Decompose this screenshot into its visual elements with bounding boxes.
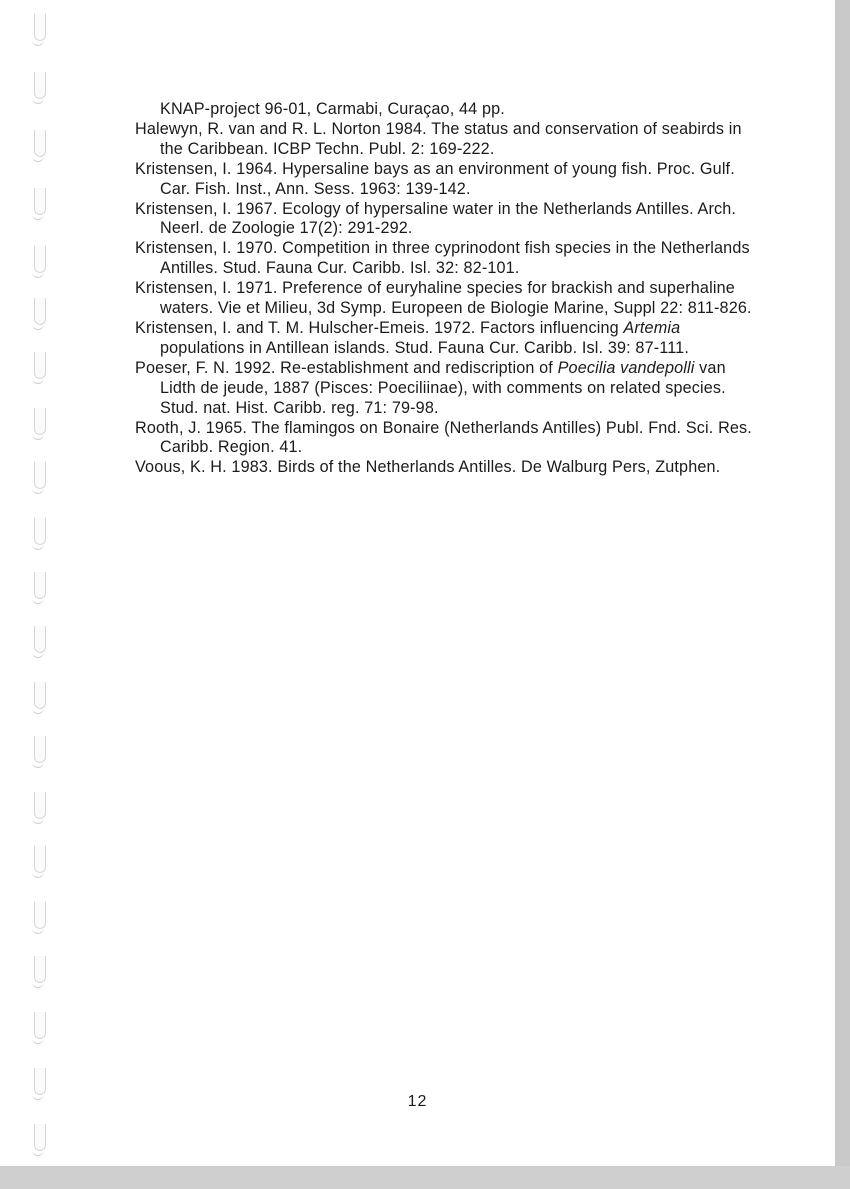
reference-entry: Kristensen, I. 1967. Ecology of hypersaline water in the Netherlands Antilles. Arch. Neerl. de Zoologie 17(2): 291-292. bbox=[135, 199, 737, 238]
binding-hole bbox=[34, 626, 46, 653]
binding-hole bbox=[34, 298, 46, 325]
binding-hole bbox=[34, 462, 46, 489]
reference-entry: Voous, K. H. 1983. Birds of the Netherlands Antilles. De Walburg Pers, Zutphen. bbox=[135, 458, 721, 477]
binding-hole bbox=[34, 1012, 46, 1039]
binding-hole bbox=[34, 956, 46, 983]
reference-entry bbox=[135, 319, 765, 359]
page-number: 12 bbox=[407, 1093, 428, 1110]
reference-entry: Kristensen, I. 1964. Hypersaline bays as an environment of young fish. Proc. Gulf. Car. Fish. Inst., Ann. Sess. 1963: 139-142. bbox=[135, 159, 735, 198]
page-edge-shadow bbox=[835, 0, 850, 1189]
binding-hole bbox=[34, 846, 46, 873]
reference-entry: Kristensen, I. 1971. Preference of euryhaline species for brackish and superhaline waters. Vie et Milieu, 3d Symp. Europeen de Biologie Marine, Suppl 22: 811-826. bbox=[135, 279, 752, 318]
reference-text: van Lidth de jeude, 1887 (Pisces: Poeciliinae), with comments on related species. Stud. nat. Hist. Caribb. reg. 71: 79-98. bbox=[160, 358, 726, 417]
binding-hole bbox=[34, 1124, 46, 1151]
reference-entry: Kristensen, I. 1970. Competition in three cyprinodont fish species in the Netherlands Antilles. Stud. Fauna Cur. Caribb. Isl. 32: 82-101. bbox=[135, 239, 750, 278]
binding-hole bbox=[34, 72, 46, 99]
binding-hole bbox=[34, 352, 46, 379]
reference-entry: KNAP-project 96-01, Carmabi, Curaçao, 44 pp. bbox=[160, 100, 505, 118]
reference-text: populations in Antillean islands. Stud. Fauna Cur. Caribb. Isl. 39: 87-111. bbox=[160, 338, 689, 357]
binding-hole bbox=[34, 792, 46, 819]
binding-hole bbox=[34, 902, 46, 929]
binding-hole bbox=[34, 572, 46, 599]
reference-text: Poeser, F. N. 1992. Re-establishment and rediscription of bbox=[135, 358, 558, 377]
binding-hole bbox=[34, 518, 46, 545]
reference-entry: Halewyn, R. van and R. L. Norton 1984. The status and conservation of seabirds in the Caribbean. ICBP Techn. Publ. 2: 169-222. bbox=[135, 119, 742, 158]
binding-hole bbox=[34, 736, 46, 763]
species-name: Poecilia vandepolli bbox=[557, 358, 695, 377]
binding-hole bbox=[34, 246, 46, 273]
binding-hole bbox=[34, 1068, 46, 1095]
page-bottom-shadow bbox=[0, 1166, 850, 1189]
binding-hole bbox=[34, 408, 46, 435]
reference-entry: Rooth, J. 1965. The flamingos on Bonaire (Netherlands Antilles) Publ. Fnd. Sci. Res. Caribb. Region. 41. bbox=[135, 418, 752, 457]
species-name: Artemia bbox=[623, 318, 681, 337]
binding-hole bbox=[34, 130, 46, 157]
binding-hole bbox=[34, 682, 46, 709]
binding-hole bbox=[34, 188, 46, 215]
reference-text: Kristensen, I. and T. M. Hulscher-Emeis. 1972. Factors influencing bbox=[135, 318, 624, 337]
binding-hole bbox=[34, 14, 46, 41]
reference-list bbox=[135, 100, 765, 478]
reference-entry bbox=[135, 359, 765, 419]
binding-holes bbox=[30, 0, 52, 1166]
